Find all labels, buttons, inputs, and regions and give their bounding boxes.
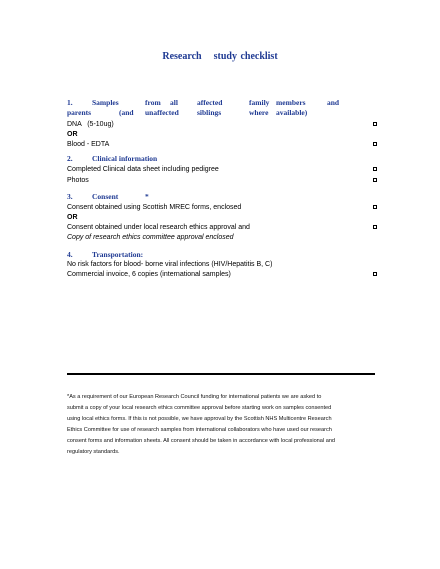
section-samples xyxy=(67,98,377,150)
checkbox[interactable] xyxy=(373,272,377,276)
or-separator xyxy=(67,130,377,140)
heading-word: family xyxy=(249,98,270,107)
checklist-item xyxy=(67,176,377,186)
checkbox[interactable] xyxy=(373,178,377,182)
section-clinical-heading xyxy=(67,154,377,164)
footnote-marker: * xyxy=(145,192,149,201)
section-transportation xyxy=(67,250,377,280)
section-heading: Consent xyxy=(92,192,119,201)
or-label: OR xyxy=(67,131,78,138)
checkbox[interactable] xyxy=(373,142,377,146)
heading-word: (and xyxy=(119,108,134,117)
footnote-divider xyxy=(67,373,375,375)
item-label: Completed Clinical data sheet including pedigree xyxy=(67,166,219,173)
heading-word: where xyxy=(249,108,269,117)
footnote-line: regulatory standards. xyxy=(67,449,120,455)
heading-word: parents xyxy=(67,108,92,117)
checklist-item xyxy=(67,165,377,175)
footnote-line: Ethics Committee for use of research samples from international collaborators who have used our research xyxy=(67,427,332,433)
checklist-item xyxy=(67,203,377,213)
checklist-item xyxy=(67,270,377,280)
item-label: Blood - EDTA xyxy=(67,141,110,148)
checkbox[interactable] xyxy=(373,122,377,126)
checklist-item xyxy=(67,260,377,270)
heading-word: members xyxy=(276,98,306,107)
footnote-line: using local ethics forms. If this is not possible, we have approval by the Scottish NHS Multicentre Research xyxy=(67,416,332,422)
section-consent xyxy=(67,192,377,243)
heading-word: and xyxy=(327,98,340,107)
checklist-item xyxy=(67,140,377,150)
checklist-item xyxy=(67,223,377,233)
title-part-1: Research xyxy=(162,51,202,62)
checkbox[interactable] xyxy=(373,167,377,171)
section-clinical-information xyxy=(67,154,377,186)
heading-word: available) xyxy=(276,108,308,117)
section-number: 2. xyxy=(67,154,73,163)
footnote xyxy=(67,392,375,458)
section-number: 3. xyxy=(67,192,73,201)
item-label: Commercial invoice, 6 copies (international samples) xyxy=(67,271,231,278)
footnote-line: *As a requirement of our European Research Council funding for international patients we are asked to xyxy=(67,394,322,400)
item-label: No risk factors for blood- borne viral infections (HIV/Hepatitis B, C) xyxy=(67,261,273,268)
section-transportation-heading xyxy=(67,250,377,260)
heading-word: affected xyxy=(197,98,223,107)
page-title xyxy=(0,51,440,62)
section-heading: Clinical information xyxy=(92,154,158,163)
footnote-line: consent forms and information sheets. All consent should be taken in accordance with local professional and xyxy=(67,438,336,444)
title-part-2: study checklist xyxy=(213,51,278,62)
heading-word: from xyxy=(145,98,161,107)
checklist-note xyxy=(67,233,377,243)
footnote-line: submit a copy of your local research ethics committee approval before starting work on samples consented xyxy=(67,405,332,411)
heading-word: siblings xyxy=(197,108,222,117)
section-consent-heading xyxy=(67,192,377,202)
footnote-marker: * xyxy=(67,394,70,400)
or-separator xyxy=(67,213,377,223)
section-number: 1. xyxy=(67,98,73,107)
item-label: DNA (5-10ug) xyxy=(67,121,114,128)
checklist-item xyxy=(67,120,377,130)
heading-word: Samples xyxy=(92,98,119,107)
heading-word: unaffected xyxy=(145,108,179,117)
section-number: 4. xyxy=(67,250,73,259)
item-label: Copy of research ethics committee approval enclosed xyxy=(67,234,234,241)
or-label: OR xyxy=(67,214,78,221)
item-label: Consent obtained using Scottish MREC forms, enclosed xyxy=(67,204,242,211)
section-samples-heading xyxy=(67,98,377,120)
item-label: Photos xyxy=(67,177,89,184)
section-heading: Transportation: xyxy=(92,250,144,259)
heading-word: all xyxy=(170,98,178,107)
checkbox[interactable] xyxy=(373,225,377,229)
item-label: Consent obtained under local research ethics approval and xyxy=(67,224,250,231)
checkbox[interactable] xyxy=(373,205,377,209)
